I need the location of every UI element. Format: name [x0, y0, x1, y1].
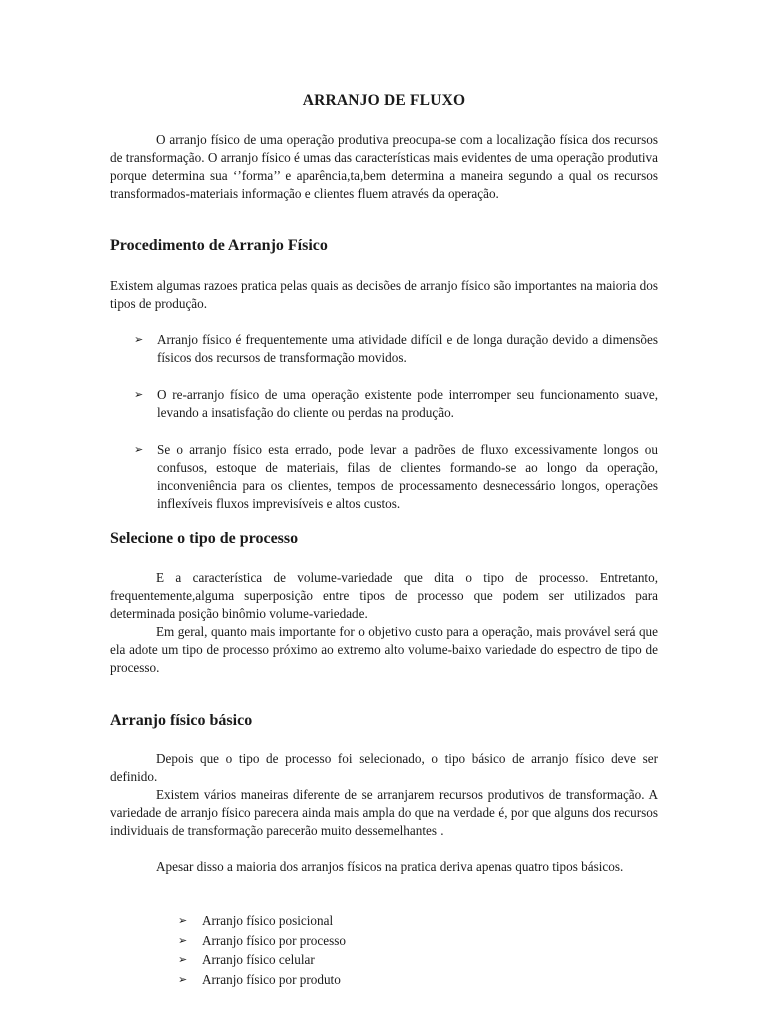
section3-paragraph-1: Depois que o tipo de processo foi selecionado, o tipo básico de arranjo físico deve ser definido.	[110, 751, 658, 784]
bullet-item	[134, 441, 658, 513]
arrow-bullet-icon: ➢	[134, 443, 144, 456]
list-item-label: Arranjo físico celular	[202, 952, 315, 967]
arrow-bullet-icon: ➢	[134, 333, 144, 346]
bullet-text: Se o arranjo físico esta errado, pode levar a padrões de fluxo excessivamente longos ou confusos, estoque de materiais, filas de clientes formando-se ao longo da operação, inconveniência para os clientes, tempos de processamento desnecessário longos, operações inflexíveis fluxos imprevisíveis e altos custos.	[157, 442, 658, 511]
list-item	[178, 970, 478, 990]
list-item	[178, 950, 478, 970]
arrow-bullet-icon: ➢	[178, 914, 188, 927]
section2-paragraph-1: E a característica de volume-variedade que dita o tipo de processo. Entretanto, frequentemente,alguma superposição entre tipos de processo que podem ser utilizados para determinada posição binômio volume-variedade.	[110, 570, 658, 621]
section-heading-arranjo-basico: Arranjo físico básico	[110, 712, 253, 729]
arrow-bullet-icon: ➢	[178, 933, 188, 947]
layout-types-list	[178, 911, 478, 989]
list-item-label: Arranjo físico por processo	[202, 932, 346, 948]
bullet-text: Arranjo físico é frequentemente uma atividade difícil e de longa duração devido a dimensões físicos dos recursos de transformação movidos.	[157, 332, 658, 365]
intro-paragraph: O arranjo físico de uma operação produtiva preocupa-se com a localização física dos recursos de transformação. O arranjo físico é umas das características mais evidentes de uma operação produtiva porque determina sua ‘’forma’’ e aparência,ta,bem determina a maneira segundo a qual os recursos transformados-materiais informação e clientes fluem através da operação.	[110, 132, 658, 201]
bullet-item	[134, 386, 658, 422]
list-item	[178, 911, 478, 931]
section2-paragraph-2: Em geral, quanto mais importante for o objetivo custo para a operação, mais provável será que ela adote um tipo de processo próximo ao extremo alto volume-baixo variedade do espectro de tipo de processo.	[110, 624, 658, 675]
section-heading-procedimento: Procedimento de Arranjo Físico	[110, 237, 328, 254]
bullet-text: O re-arranjo físico de uma operação existente pode interromper seu funcionamento suave, levando a insatisfação do cliente ou perdas na produção.	[157, 387, 658, 420]
section3-paragraph-2: Existem vários maneiras diferente de se arranjarem recursos produtivos de transformação. A variedade de arranjo físico parecera ainda mais ampla do que na verdade é, por que alguns dos recursos individuais de transformação parecerão muito dessemelhantes .	[110, 787, 658, 838]
section-heading-tipo-processo: Selecione o tipo de processo	[110, 530, 299, 547]
list-item-label: Arranjo físico posicional	[202, 913, 334, 928]
arrow-bullet-icon: ➢	[178, 972, 188, 986]
arrow-bullet-icon: ➢	[178, 953, 188, 966]
arrow-bullet-icon: ➢	[134, 388, 144, 401]
bullet-item	[134, 331, 658, 367]
section3-paragraph-3: Apesar disso a maioria dos arranjos físicos na pratica deriva apenas quatro tipos básicos.	[156, 859, 624, 874]
list-item	[178, 931, 478, 951]
document-title: ARRANJO DE FLUXO	[302, 92, 466, 109]
section1-paragraph: Existem algumas razoes pratica pelas quais as decisões de arranjo físico são importantes na maioria dos tipos de produção.	[110, 278, 658, 311]
list-item-label: Arranjo físico por produto	[202, 971, 341, 987]
